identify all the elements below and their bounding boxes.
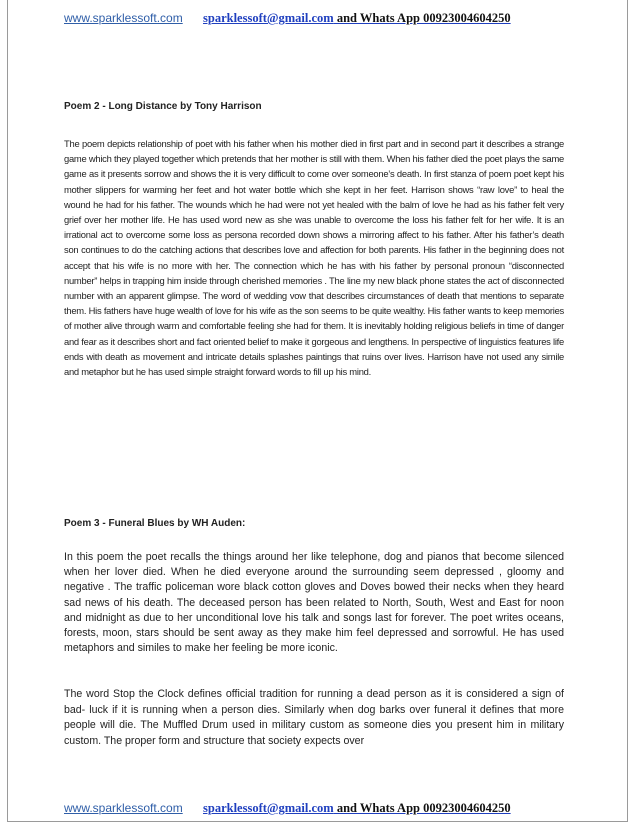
poem3-heading: Poem 3 - Funeral Blues by WH Auden:	[64, 518, 246, 529]
website-link[interactable]: www.sparklessoft.com	[64, 11, 183, 25]
footer-email-address[interactable]: sparklessoft@gmail.com	[203, 801, 334, 815]
poem2-body: The poem depicts relationship of poet with his father when his mother died in first part and in second part it describes a strange game which they played together which pretends that her mother is still with them. When his father died the poet plays the same game as it presents sorrow and shows the it is very difficult to come over someone’s death. In first stanza of poem poet kept his mother slippers for warming her feet and hot water bottle which she kept in her feet. Harrison shows “raw love” to heal the wound he had for his father. The wounds which he had were not yet healed with the balm of love he had as his father felt very grief over her mother life. He has used word new as she was unable to overcome the loss his father felt for her wife. It is an irrational act to overcome some loss as persona recorded down shows a mirroring affect to his father. After his father’s death son continues to do the catching actions that describes love and affection for both parents. His father in the beginning does not accept that his wife is no more with her. The connection which he has with his father by personal pronoun “disconnected number” helps in trapping him inside through cherished memories . The line my new black phone states the act of disconnected number with an apparent glimpse. The word of wedding vow that describes circumstances of death that mentions to separate them. His fathers have huge wealth of love for his wife as the son seems to be quite wealthy. His father wants to keep memories of mother alive through warm and comfortable feeling she had for them. It is inevitably holding religious beliefs in time of danger and fear as it describes short and fact oriented belief to make it gorgeous and lengthens. In perspective of linguistics features life ends with death as movement and intricate details splashes paintings that ruins over lives. Harrison have not used any simile and metaphor but he has used simple straight forward words to fill up his mind.	[64, 138, 564, 378]
whatsapp-text: and Whats App 00923004604250	[333, 11, 511, 25]
footer-email-link	[203, 801, 511, 816]
email-link	[203, 11, 511, 26]
page-header	[64, 11, 511, 29]
poem3-paragraph-1: In this poem the poet recalls the things around her like telephone, dog and pianos that become silenced when her lover died. When he died everyone around the surrounding seem depressed , gloomy and negative . The traffic policeman wore black cotton gloves and Doves bowed their necks when they heard sad news of his death. The deceased person has been related to North, South, West and East for noon and midnight as due to her unconditional love his talk and songs last for forever. The poet writes oceans, forests, moon, stars should be sent away as they make him feel depressed and sorrowful. He has used metaphors and similes to make her feeling be more iconic.	[64, 551, 564, 655]
email-address[interactable]: sparklessoft@gmail.com	[203, 11, 334, 25]
footer-website-link[interactable]: www.sparklessoft.com	[64, 801, 183, 815]
poem3-paragraph-2: The word Stop the Clock defines official tradition for running a dead person as it is considered a sign of bad- luck if it is running when a person dies. Similarly when dog barks over funeral it defines that more people will die. The Muffled Drum used in military custom as someone dies you present him in military custom. The proper form and structure that society expects over	[64, 688, 564, 747]
poem2-heading: Poem 2 - Long Distance by Tony Harrison	[64, 101, 262, 112]
page-footer	[64, 801, 511, 819]
footer-whatsapp-text: and Whats App 00923004604250	[333, 801, 511, 815]
